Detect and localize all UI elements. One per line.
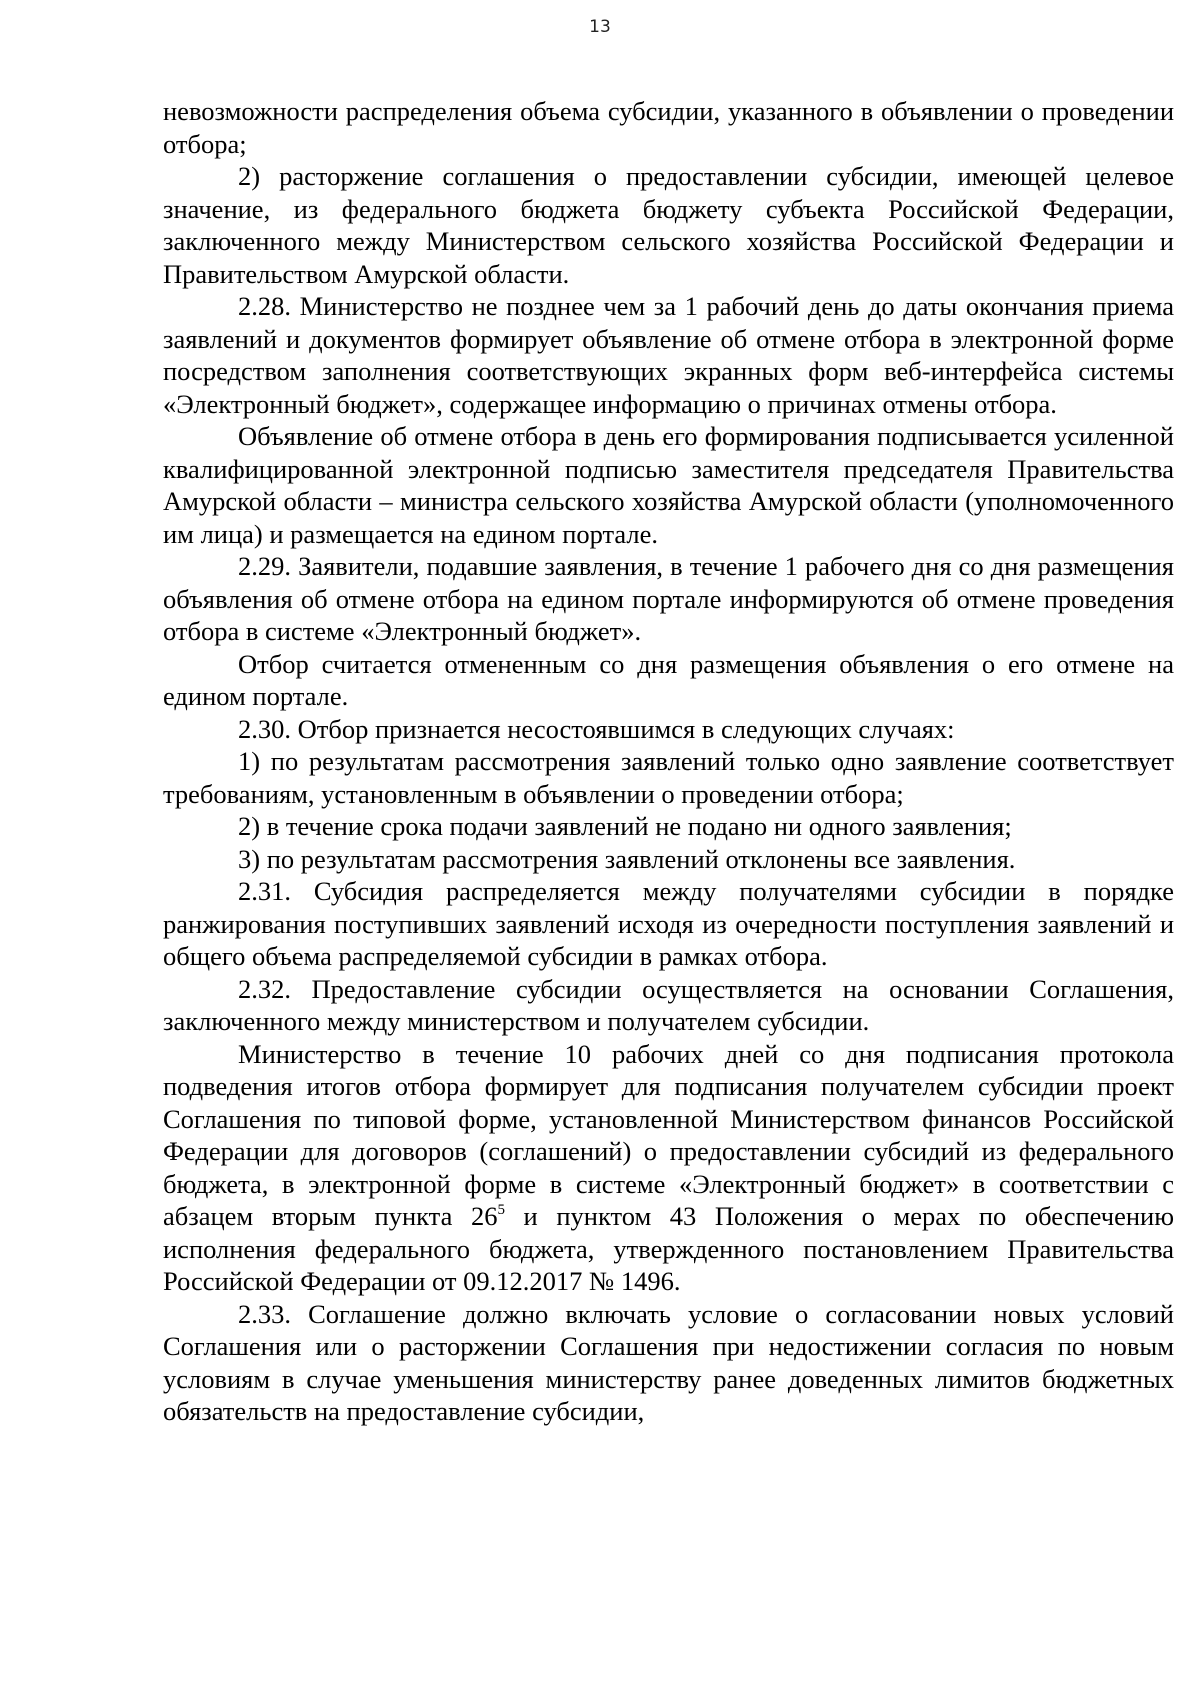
document-body	[163, 95, 1174, 1428]
list-item-1: 1) по результатам рассмотрения заявлений только одно заявление соответствует требованиям, установленным в объявлении о проведении отбора;	[163, 746, 1174, 809]
paragraph-continuation: невозможности распределения объема субсидии, указанного в объявлении о проведении отбора;	[163, 96, 1174, 159]
page-number: 13	[589, 17, 611, 37]
paragraph-2-30: 2.30. Отбор признается несостоявшимся в следующих случаях:	[238, 713, 955, 744]
list-item-3: 3) по результатам рассмотрения заявлений отклонены все заявления.	[238, 843, 1016, 874]
paragraph-2-32: 2.32. Предоставление субсидии осуществляется на основании Соглашения, заключенного между министерством и получателем субсидии.	[163, 973, 1174, 1036]
paragraph-text-before-superscript: Министерство в течение 10 рабочих дней со дня подписания протокола подведения итогов отбора формирует для подписания получателем субсидии проект Соглашения по типовой форме, установленной Министерством финансов Российской Федерации для договоров (соглашений) о предоставлении субсидий из федерального бюджета, в электронной форме в системе «Электронный бюджет» в соответствии с абзацем вторым пункта 26	[163, 1038, 1174, 1231]
superscript-5: 5	[497, 1202, 505, 1218]
paragraph-2-33: 2.33. Соглашение должно включать условие о согласовании новых условий Соглашения или о расторжении Соглашения при недостижении согласия по новым условиям в случае уменьшения министерству ранее доведенных лимитов бюджетных обязательств на предоставление субсидии,	[163, 1298, 1174, 1426]
paragraph-2-28: 2.28. Министерство не позднее чем за 1 рабочий день до даты окончания приема заявлений и документов формирует объявление об отмене отбора в электронной форме посредством заполнения соответствующих экранных форм веб-интерфейса системы «Электронный бюджет», содержащее информацию о причинах отмены отбора.	[163, 291, 1174, 419]
paragraph-agreement-drafting	[163, 1038, 1174, 1298]
paragraph-text-after-superscript: и пунктом 43 Положения о мерах по обеспечению исполнения федерального бюджета, утвержденного постановлением Правительства Российской Федерации от 09.12.2017 № 1496.	[163, 1201, 1174, 1296]
paragraph-2-29: 2.29. Заявители, подавшие заявления, в течение 1 рабочего дня со дня размещения объявления об отмене отбора на едином портале информируются об отмене проведения отбора в системе «Электронный бюджет».	[163, 551, 1174, 646]
paragraph-cancelled-date: Отбор считается отмененным со дня размещения объявления о его отмене на едином портале.	[163, 648, 1174, 711]
paragraph-termination-clause: 2) расторжение соглашения о предоставлении субсидии, имеющей целевое значение, из федерального бюджета бюджету субъекта Российской Федерации, заключенного между Министерством сельского хозяйства Российской Федерации и Правительством Амурской области.	[163, 161, 1174, 289]
list-item-2: 2) в течение срока подачи заявлений не подано ни одного заявления;	[238, 811, 1012, 841]
paragraph-2-31: 2.31. Субсидия распределяется между получателями субсидии в порядке ранжирования поступивших заявлений исходя из очередности поступления заявлений и общего объема распределяемой субсидии в рамках отбора.	[163, 876, 1174, 971]
paragraph-cancellation-signature: Объявление об отмене отбора в день его формирования подписывается усиленной квалифицированной электронной подписью заместителя председателя Правительства Амурской области – министра сельского хозяйства Амурской области (уполномоченного им лица) и размещается на едином портале.	[163, 421, 1174, 549]
